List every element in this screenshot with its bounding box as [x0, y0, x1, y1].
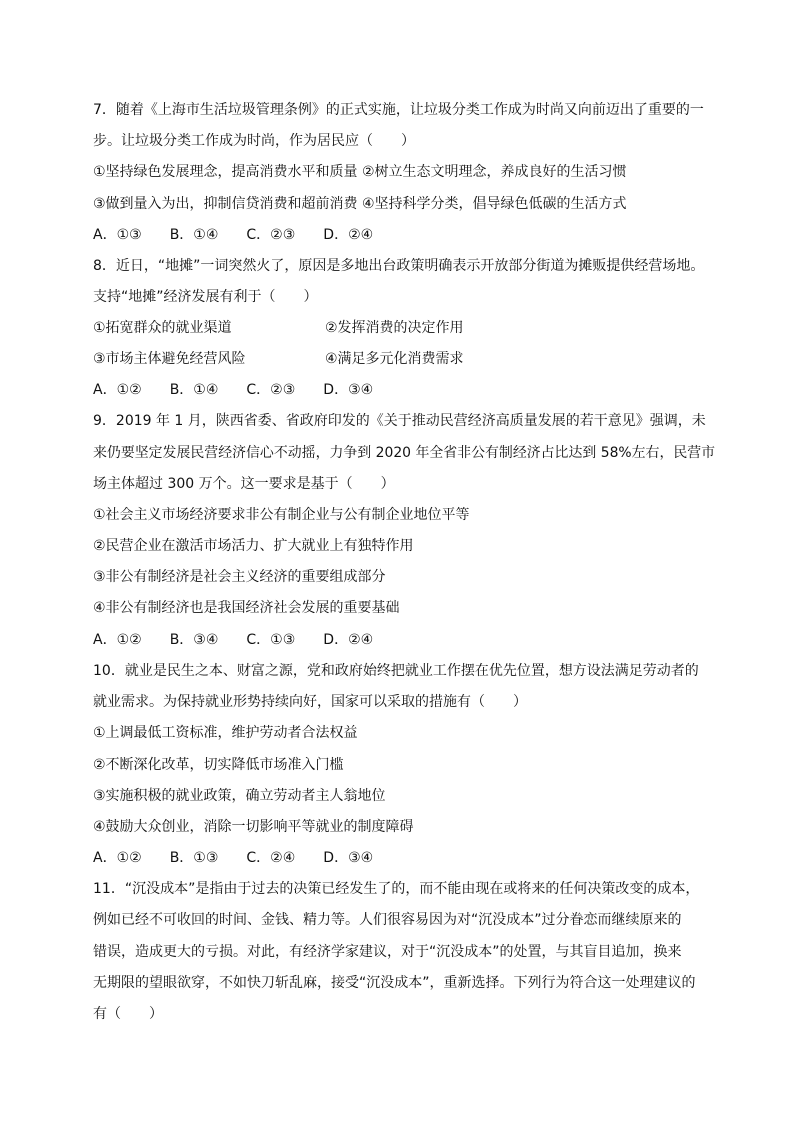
q8-choice-a[interactable]: A．①② [93, 382, 142, 398]
q8-option-4: ④满足多元化消费需求 [325, 351, 464, 367]
q9-stem-line-3: 场主体超过 300 万个。这一要求是基于（ ） [93, 476, 395, 492]
q10-stem-line-1: 10．就业是民生之本、财富之源，党和政府始终把就业工作摆在优先位置，想方设法满足劳动者的 [93, 663, 699, 679]
q10-option-2: ②不断深化改革，切实降低市场准入门槛 [93, 757, 344, 773]
q8-option-3: ③市场主体避免经营风险 [93, 351, 246, 367]
q8-choice-b[interactable]: B．①④ [169, 382, 219, 398]
q7-choices [93, 225, 715, 245]
q11-stem-line-2: 例如已经不可收回的时间、金钱、精力等。人们很容易因为对“沉没成本”过分眷恋而继续原来的 [93, 912, 682, 928]
q10-choice-b[interactable]: B．①③ [169, 850, 219, 866]
q7-choice-c[interactable]: C．②③ [246, 227, 296, 243]
q10-stem-line-2: 就业需求。为保持就业形势持续向好，国家可以采取的措施有（ ） [93, 694, 527, 710]
q11-stem-line-5: 有（ ） [93, 1006, 163, 1022]
q9-choice-d[interactable]: D．②④ [323, 632, 374, 648]
q10-option-4: ④鼓励大众创业，消除一切影响平等就业的制度障碍 [93, 819, 414, 835]
q8-option-2: ②发挥消费的决定作用 [325, 320, 464, 336]
q8-choices [93, 380, 715, 400]
q9-stem-line-2: 来仍要坚定发展民营经济信心不动摇，力争到 2020 年全省非公有制经济占比达到 58%左右，民营市 [93, 445, 716, 461]
q8-stem-line-1: 8．近日，“地摊”一词突然火了，原因是多地出台政策明确表示开放部分街道为摊贩提供经营场地。 [93, 258, 705, 274]
q11-stem-line-1: 11．“沉没成本”是指由于过去的决策已经发生了的，而不能由现在或将来的任何决策改变的成本， [93, 881, 700, 897]
q9-option-3: ③非公有制经济是社会主义经济的重要组成部分 [93, 569, 386, 585]
q7-choice-a[interactable]: A．①③ [93, 227, 142, 243]
q7-stem-line-1: 7．随着《上海市生活垃圾管理条例》的正式实施，让垃圾分类工作成为时尚又向前迈出了重要的一 [93, 102, 704, 118]
q7-choice-d[interactable]: D．②④ [323, 227, 374, 243]
q7-options-1-2: ①坚持绿色发展理念，提高消费水平和质量 ②树立生态文明理念，养成良好的生活习惯 [93, 164, 627, 180]
q9-option-2: ②民营企业在激活市场活力、扩大就业上有独特作用 [93, 538, 414, 554]
q9-option-4: ④非公有制经济也是我国经济社会发展的重要基础 [93, 600, 400, 616]
q10-option-1: ①上调最低工资标准，维护劳动者合法权益 [93, 725, 358, 741]
q10-choice-a[interactable]: A．①② [93, 850, 142, 866]
q8-option-1: ①拓宽群众的就业渠道 [93, 320, 232, 336]
q9-choices [93, 630, 715, 650]
q8-choice-c[interactable]: C．②③ [246, 382, 296, 398]
q10-choice-c[interactable]: C．②④ [246, 850, 296, 866]
q7-stem-line-2: 步。让垃圾分类工作成为时尚，作为居民应（ ） [93, 133, 415, 149]
q8-stem-line-2: 支持“地摊”经济发展有利于（ ） [93, 289, 318, 305]
q7-choice-b[interactable]: B．①④ [169, 227, 219, 243]
q10-choice-d[interactable]: D．③④ [323, 850, 374, 866]
q9-choice-c[interactable]: C．①③ [246, 632, 296, 648]
q9-choice-b[interactable]: B．③④ [169, 632, 219, 648]
q10-option-3: ③实施积极的就业政策，确立劳动者主人翁地位 [93, 788, 386, 804]
q11-stem-line-3: 错误，造成更大的亏损。对此，有经济学家建议，对于“沉没成本”的处置，与其盲目追加，换来 [93, 944, 682, 960]
q9-option-1: ①社会主义市场经济要求非公有制企业与公有制企业地位平等 [93, 507, 470, 523]
q11-stem-line-4: 无期限的望眼欲穿，不如快刀斩乱麻，接受“沉没成本”，重新选择。下列行为符合这一处理建议的 [93, 975, 696, 991]
q10-choices [93, 848, 715, 868]
q9-choice-a[interactable]: A．①② [93, 632, 142, 648]
q8-choice-d[interactable]: D．③④ [323, 382, 374, 398]
q9-stem-line-1: 9．2019 年 1 月，陕西省委、省政府印发的《关于推动民营经济高质量发展的若干意见》强调，未 [93, 413, 706, 429]
q7-options-3-4: ③做到量入为出，抑制信贷消费和超前消费 ④坚持科学分类，倡导绿色低碳的生活方式 [93, 196, 627, 212]
